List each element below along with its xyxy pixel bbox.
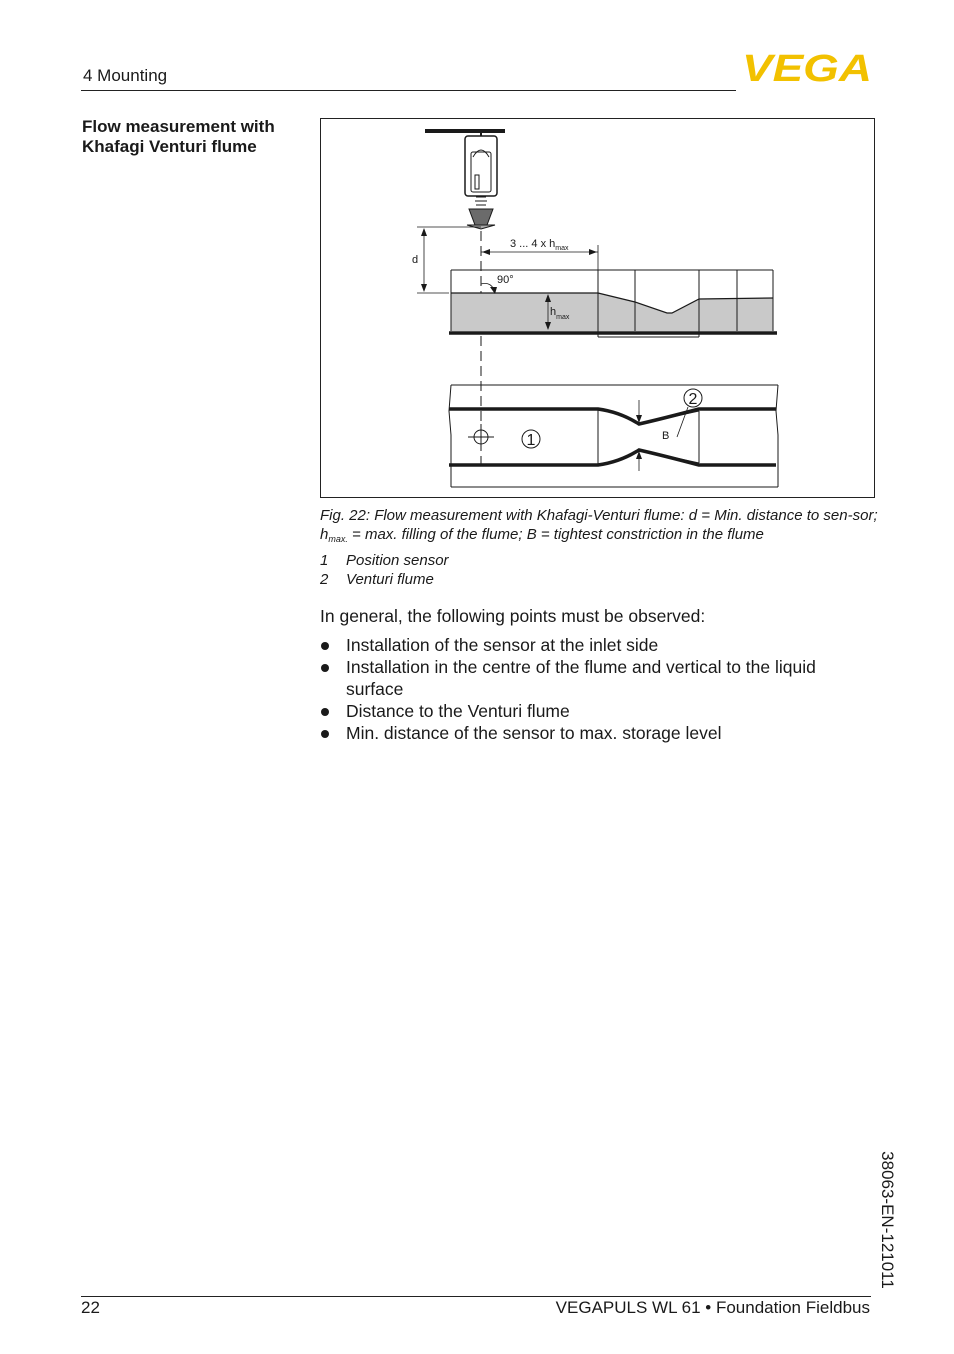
flume-top-view	[449, 385, 778, 487]
callout-1: 1	[526, 432, 536, 449]
label-constriction: B	[662, 430, 670, 442]
footer-rule	[81, 1296, 871, 1297]
caption-suffix: = max. filling of the flume; B = tightest constriction in the flume	[347, 526, 764, 543]
caption-sub: max.	[328, 534, 348, 544]
footer-title: VEGAPULS WL 61 • Foundation Fieldbus	[555, 1298, 870, 1317]
document-code	[872, 1140, 902, 1300]
legend-number: 2	[320, 571, 329, 588]
figure-legend	[320, 551, 449, 589]
legend-text: Venturi flume	[346, 571, 434, 588]
header-section-title: 4 Mounting	[83, 66, 168, 85]
header-rule	[81, 90, 736, 91]
page-number: 22	[81, 1298, 100, 1317]
legend-item	[320, 570, 449, 589]
label-d: d	[412, 254, 419, 266]
legend-number: 1	[320, 552, 329, 569]
vega-logo-text: VEGA	[742, 50, 872, 84]
label-angle: 90°	[497, 274, 514, 286]
legend-item	[320, 551, 449, 570]
caption-prefix: Fig. 22: Flow measurement with Khafagi-Venturi flume: d = Min. distance to sen-sor; h	[320, 507, 878, 543]
callout-2: 2	[688, 391, 698, 408]
label-spacing: 3 ... 4 x h	[510, 238, 556, 250]
document-code-text: 38063-EN-121011	[878, 1151, 897, 1289]
svg-text:3 ... 4 x hmax	[510, 238, 569, 252]
legend-text: Position sensor	[346, 552, 449, 569]
label-level: h	[550, 306, 557, 318]
list-item: Min. distance of the sensor to max. storage level	[320, 722, 860, 744]
figure-venturi-flume	[320, 118, 875, 498]
requirements-list	[320, 634, 860, 744]
list-item: Distance to the Venturi flume	[320, 700, 860, 722]
label-spacing-sub: max	[555, 245, 569, 252]
figure-caption	[320, 506, 880, 544]
radar-sensor-icon	[465, 136, 497, 229]
flume-diagram	[321, 119, 876, 499]
intro-text: In general, the following points must be observed:	[320, 606, 706, 626]
label-level-sub: max	[556, 314, 570, 321]
list-item: Installation of the sensor at the inlet side	[320, 634, 860, 656]
list-item: Installation in the centre of the flume and vertical to the liquid surface	[320, 656, 860, 700]
side-heading: Flow measurement with Khafagi Venturi flume	[82, 117, 275, 156]
vega-logo	[740, 50, 874, 84]
